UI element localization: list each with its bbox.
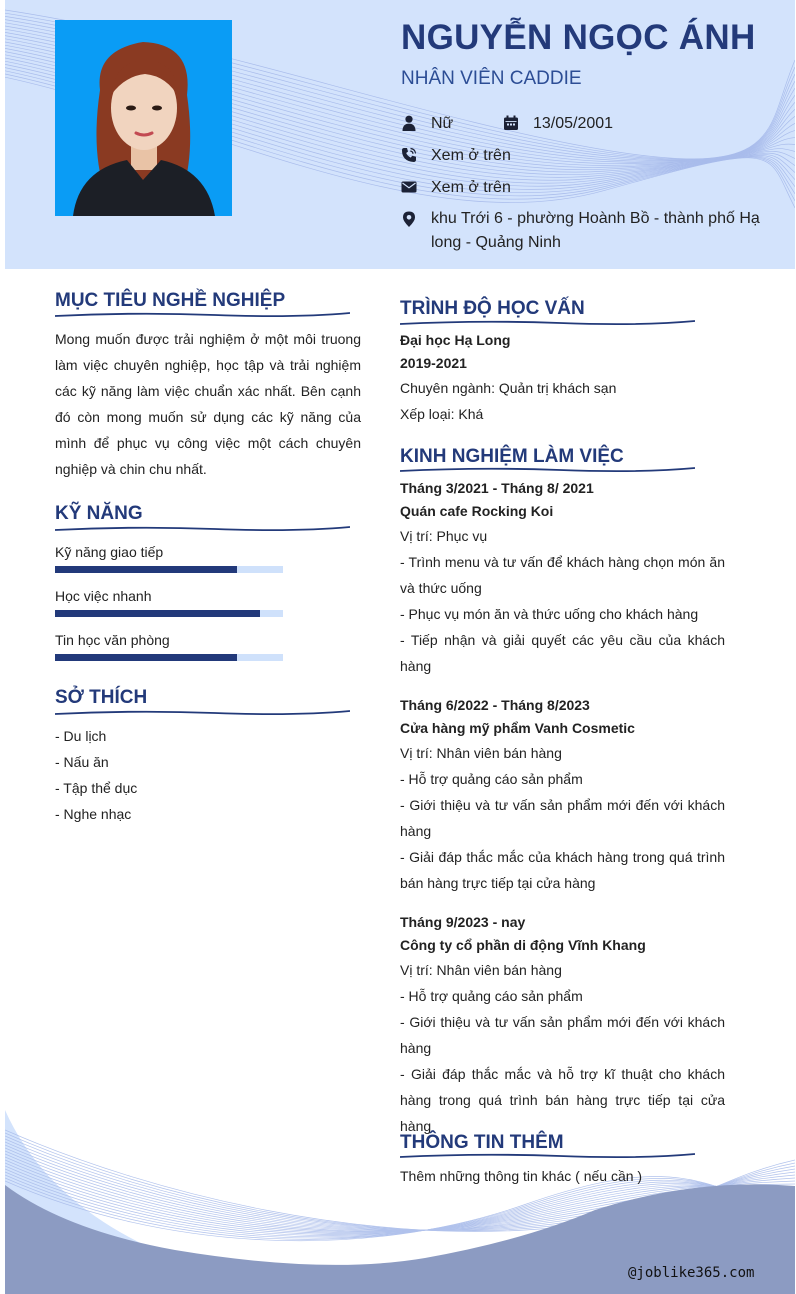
education-years: 2019-2021 — [400, 355, 467, 371]
job-period: Tháng 9/2023 - nay — [400, 914, 526, 930]
skill-bar-fill — [55, 610, 260, 617]
job-period: Tháng 3/2021 - Tháng 8/ 2021 — [400, 480, 594, 496]
footer-wave-decoration — [5, 1090, 795, 1294]
hobby-item: - Tập thể dục — [55, 780, 138, 796]
objective-text: Mong muốn được trải nghiệm ở một môi truong làm việc chuyên nghiệp, học tập và trải nghiệm các kỹ năng làm việc chuẩn xác nhất. Bên cạnh đó còn mong muốn sử dụng các kỹ năng của mình để phục vụ công việc một cách chuyên nghiệp và chin chu nhất. — [55, 331, 361, 477]
gender-value: Nữ — [431, 115, 454, 132]
phone-icon — [401, 147, 417, 163]
job-company: Quán cafe Rocking Koi — [400, 503, 554, 519]
experience-underline — [400, 466, 695, 474]
map-pin-icon — [401, 211, 417, 227]
skill-bar — [55, 610, 283, 617]
skill-bar — [55, 654, 283, 661]
education-underline — [400, 319, 695, 327]
hobby-item: - Du lịch — [55, 728, 107, 744]
calendar-icon — [503, 115, 519, 131]
objective-title: MỤC TIÊU NGHỀ NGHIỆP — [55, 290, 286, 311]
job-company: Công ty cổ phần di động Vĩnh Khang — [400, 937, 646, 953]
candidate-name: NGUYỄN NGỌC ÁNH — [401, 18, 756, 57]
objective-underline — [55, 311, 350, 319]
job-period: Tháng 6/2022 - Tháng 8/2023 — [400, 697, 590, 713]
dob-value: 13/05/2001 — [533, 115, 614, 132]
job-position: Vị trí: Phục vụ — [400, 528, 488, 544]
education-title: TRÌNH ĐỘ HỌC VẤN — [400, 298, 585, 319]
extra-text: Thêm những thông tin khác ( nếu cần ) — [400, 1168, 643, 1184]
hobbies-underline — [55, 709, 350, 717]
hobby-item: - Nghe nhạc — [55, 806, 132, 822]
address-value: khu Trới 6 - phường Hoành Bồ - thành phố Hạ long - Quảng Ninh — [431, 210, 760, 251]
phone-value: Xem ở trên — [431, 147, 511, 164]
candidate-job-title: NHÂN VIÊN CADDIE — [401, 68, 582, 89]
job-duty: - Giải đáp thắc mắc của khách hàng trong quá trình bán hàng trực tiếp tại cửa hàng — [400, 849, 725, 891]
skill-label: Kỹ năng giao tiếp — [55, 544, 164, 560]
job-duty: - Phục vụ món ăn và thức uống cho khách hàng — [400, 606, 699, 622]
email-value: Xem ở trên — [431, 179, 511, 196]
skill-label: Học việc nhanh — [55, 588, 152, 604]
extra-title: THÔNG TIN THÊM — [400, 1132, 564, 1153]
user-icon — [401, 115, 417, 131]
job-position: Vị trí: Nhân viên bán hàng — [400, 962, 562, 978]
education-school: Đại học Hạ Long — [400, 332, 511, 348]
envelope-icon — [401, 179, 417, 195]
education-rank: Xếp loại: Khá — [400, 406, 484, 422]
skill-label: Tin học văn phòng — [55, 632, 170, 648]
job-duty: - Trình menu và tư vấn để khách hàng chọn món ăn và thức uống — [400, 554, 725, 596]
job-position: Vị trí: Nhân viên bán hàng — [400, 745, 562, 761]
job-company: Cửa hàng mỹ phẩm Vanh Cosmetic — [400, 720, 635, 736]
skill-bar-fill — [55, 566, 237, 573]
skills-underline — [55, 525, 350, 533]
skills-title: KỸ NĂNG — [55, 503, 143, 524]
profile-photo — [55, 20, 232, 216]
job-duty: - Tiếp nhận và giải quyết các yêu cầu của khách hàng — [400, 632, 725, 674]
extra-underline — [400, 1152, 695, 1160]
hobby-item: - Nấu ăn — [55, 754, 109, 770]
job-duty: - Hỗ trợ quảng cáo sản phẩm — [400, 988, 583, 1004]
job-duty: - Giới thiệu và tư vấn sản phẩm mới đến với khách hàng — [400, 1014, 725, 1056]
job-duty: - Giới thiệu và tư vấn sản phẩm mới đến với khách hàng — [400, 797, 725, 839]
education-major: Chuyên ngành: Quản trị khách sạn — [400, 380, 617, 396]
job-duty: - Giải đáp thắc mắc và hỗ trợ kĩ thuật cho khách hàng trong quá trình bán hàng trực tiếp tại cửa hàng — [400, 1066, 725, 1134]
experience-title: KINH NGHIỆM LÀM VIỆC — [400, 446, 624, 467]
cv-page — [5, 0, 795, 1294]
skill-bar — [55, 566, 283, 573]
job-duty: - Hỗ trợ quảng cáo sản phẩm — [400, 771, 583, 787]
skill-bar-fill — [55, 654, 237, 661]
hobbies-title: SỞ THÍCH — [55, 687, 148, 708]
watermark: @joblike365.com — [628, 1265, 755, 1281]
cv-header — [5, 0, 795, 269]
